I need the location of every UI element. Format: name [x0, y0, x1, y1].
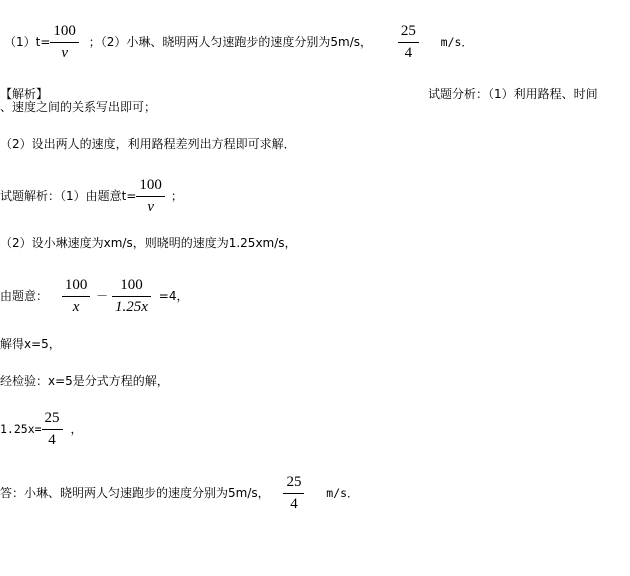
fraction-denominator: x	[72, 299, 80, 315]
solution-check: 经检验：x=5是分式方程的解，	[0, 374, 169, 388]
final-answer-text: 答：小琳、晓明两人匀速跑步的速度分别为5m/s，	[0, 486, 270, 500]
fraction-numerator: 25	[44, 410, 60, 426]
speed-2-prefix: 1.25x=	[0, 422, 42, 436]
solution-step-1-suffix: ；	[170, 189, 183, 203]
answer-fraction-t	[50, 24, 79, 61]
equation-fraction-2	[112, 278, 151, 315]
answer-part2-text: ；（2）小琳、晓明两人匀速跑步的速度分别为5m/s，	[88, 35, 372, 49]
fraction-numerator: 25	[400, 23, 416, 39]
fraction-numerator: 100	[53, 23, 76, 39]
final-answer-unit: m/s．	[326, 486, 359, 500]
answer-part1-prefix: （1）t=	[4, 35, 51, 49]
fraction-numerator: 100	[64, 277, 88, 293]
fraction-denominator: 1.25x	[115, 299, 148, 315]
answer-unit: m/s．	[440, 35, 473, 49]
equation-prefix: 由题意：	[0, 289, 49, 303]
final-answer-fraction	[283, 475, 304, 512]
final-answer	[0, 475, 359, 512]
fraction-denominator: 4	[404, 45, 413, 61]
fraction-denominator: v	[147, 199, 154, 215]
analysis-intro: 试题分析：（1）利用路程、时间	[428, 87, 598, 101]
equation-minus: －	[96, 289, 109, 303]
solution-speed-2	[0, 411, 83, 448]
fraction-numerator: 100	[139, 177, 162, 193]
solution-step-1-prefix: 试题解析：（1）由题意t=	[0, 189, 137, 203]
solution-fraction-t	[136, 178, 165, 215]
fraction-denominator: 4	[290, 496, 298, 512]
equation-suffix: =4，	[158, 289, 189, 303]
solution-solve: 解得x=5，	[0, 337, 61, 351]
fraction-numerator: 100	[120, 277, 143, 293]
answer-line	[4, 24, 473, 61]
fraction-denominator: 4	[48, 432, 56, 448]
solution-step-2: （2）设小琳速度为xm/s，则晓明的速度为1.25xm/s，	[0, 236, 297, 250]
analysis-header: 【解析】	[0, 87, 49, 101]
solution-equation	[0, 278, 188, 315]
fraction-numerator: 25	[286, 474, 302, 490]
analysis-line-2: 、速度之间的关系写出即可；	[0, 100, 157, 114]
answer-fraction-speed	[398, 24, 419, 61]
analysis-line-3: （2）设出两人的速度，利用路程差列出方程即可求解．	[0, 137, 296, 151]
fraction-denominator: v	[61, 45, 68, 61]
solution-step-1	[0, 178, 183, 215]
speed-2-suffix: ，	[70, 422, 83, 436]
speed-2-fraction	[42, 411, 63, 448]
equation-fraction-1	[62, 278, 91, 315]
